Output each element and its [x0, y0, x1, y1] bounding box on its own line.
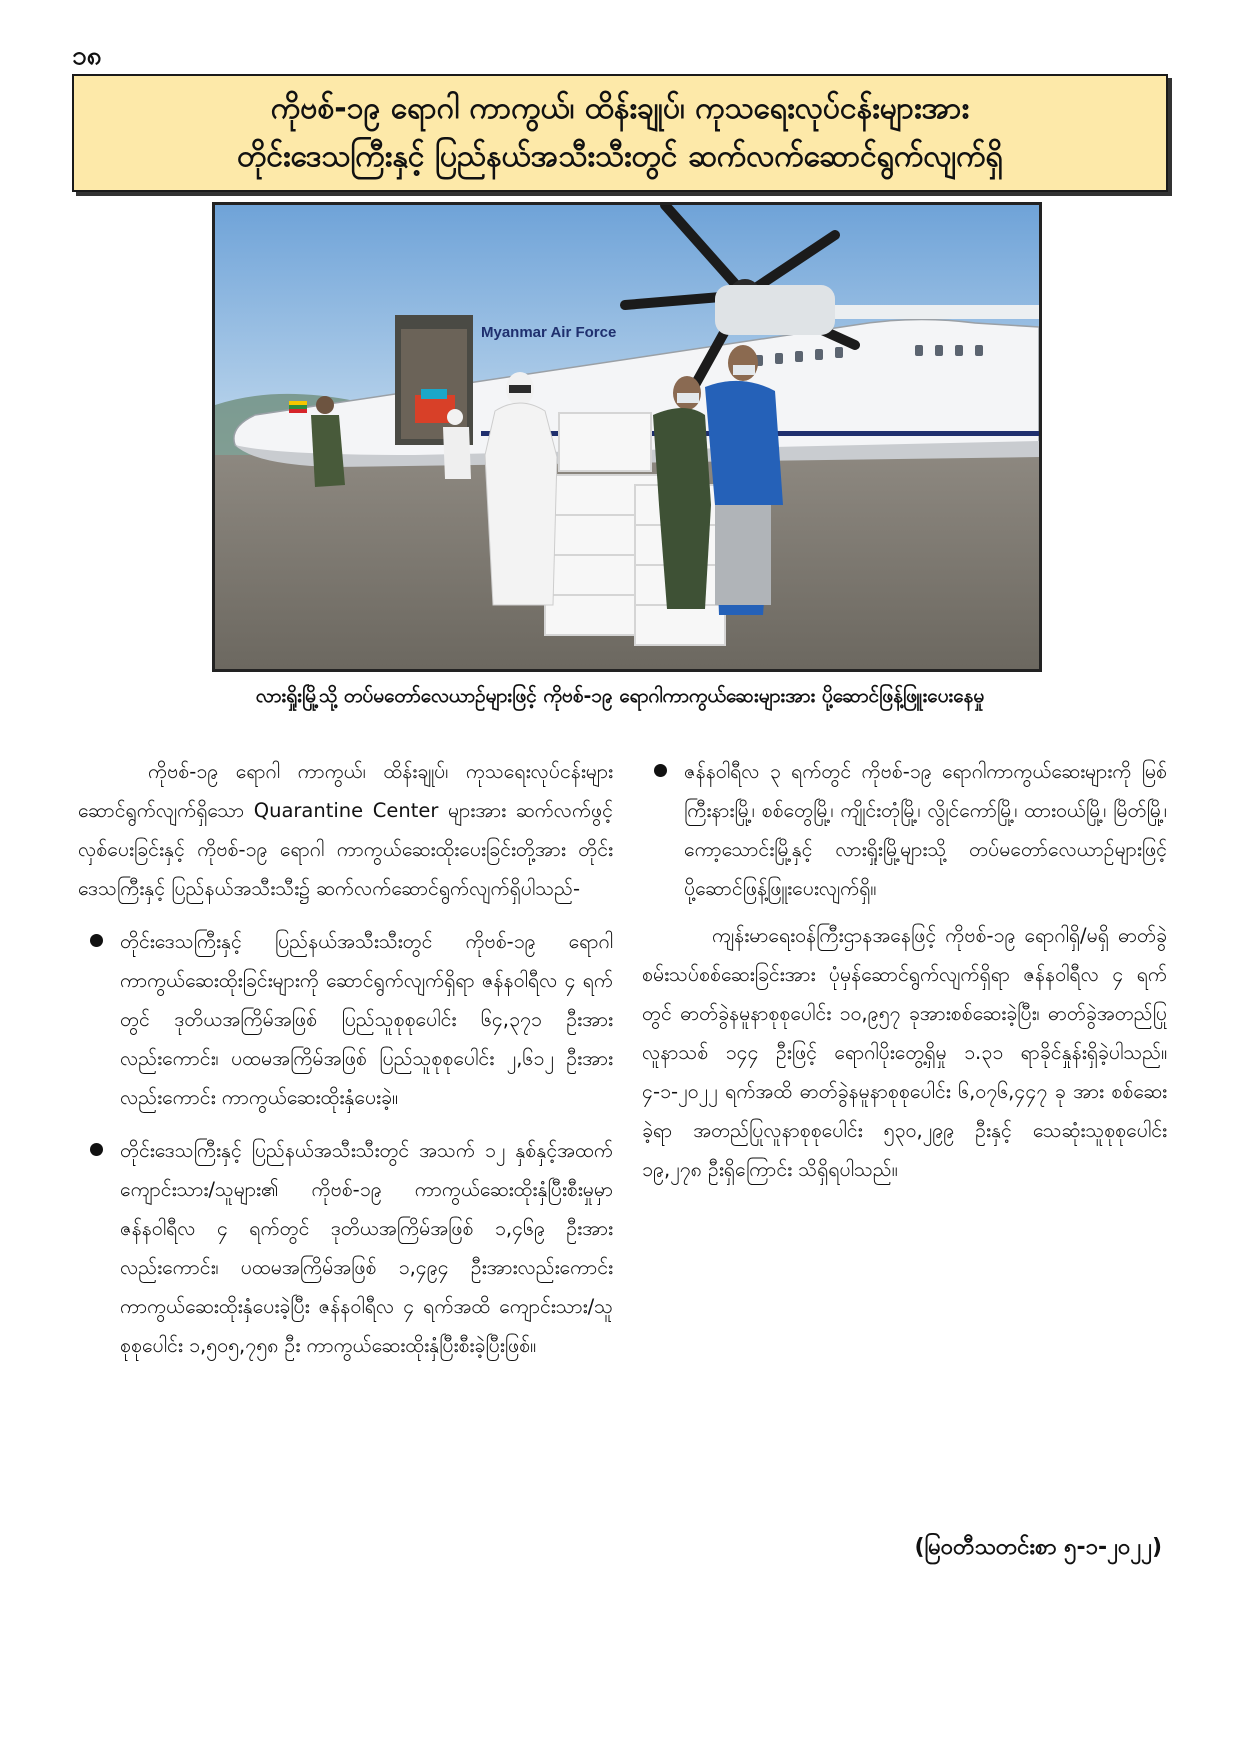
headline-line-1: ကိုဗစ်-၁၉ ရောဂါ ကာကွယ်၊ ထိန်းချုပ်၊ ကုသရေးလုပ်ငန်းများအား — [270, 91, 970, 126]
right-column — [642, 752, 1167, 1189]
headline-line-2: တိုင်းဒေသကြီးနှင့် ပြည်နယ်အသီးသီးတွင် ဆက်လက်ဆောင်ရွက်လျက်ရှိ — [237, 139, 1003, 174]
bullet-icon — [654, 764, 667, 777]
left-column — [78, 752, 613, 1365]
bullet-text: တိုင်းဒေသကြီးနှင့် ပြည်နယ်အသီးသီးတွင် အသက် ၁၂ နှစ်နှင့်အထက် ကျောင်းသား/သူများ၏ ကိုဗစ်-၁၉ ကာကွယ်ဆေးထိုးနှံပြီးစီးမှုမှာ ဇန်နဝါရီလ ၄ ရက်တွင် ဒုတိယအကြိမ်အဖြစ် ၁,၄၆၉ ဦးအားလည်းကောင်း၊ ပထမအကြိမ်အဖြစ် ၁,၄၉၄ ဦးအားလည်းကောင်း ကာကွယ်ဆေးထိုးနှံပေးခဲ့ပြီး ဇန်နဝါရီလ ၄ ရက်အထိ ကျောင်းသား/သူစုစုပေါင်း ၁,၅၀၅,၇၅၈ ဦး ကာကွယ်ဆေးထိုးနှံပြီးစီးခဲ့ပြီးဖြစ်။ — [120, 1139, 613, 1357]
bullet-text: တိုင်းဒေသကြီးနှင့် ပြည်နယ်အသီးသီးတွင် ကိုဗစ်-၁၉ ရောဂါ ကာကွယ်ဆေးထိုးခြင်းများကို ဆောင်ရွက်လျက်ရှိရာ ဇန်နဝါရီလ ၄ ရက်တွင် ဒုတိယအကြိမ်အဖြစ် ပြည်သူစုစုပေါင်း ၆၄,၃၇၁ ဦးအားလည်းကောင်း၊ ပထမအကြိမ်အဖြစ် ပြည်သူစုစုပေါင်း ၂,၆၁၂ ဦးအားလည်းကောင်း ကာကွယ်ဆေးထိုးနှံပေးခဲ့။ — [120, 930, 613, 1109]
bullet-icon — [90, 1143, 103, 1156]
bullet-icon — [90, 934, 103, 947]
bullet-item — [78, 922, 613, 1117]
bullet-item — [642, 752, 1167, 908]
bullet-text: ဇန်နဝါရီလ ၃ ရက်တွင် ကိုဗစ်-၁၉ ရောဂါကာကွယ်ဆေးများကို မြစ်ကြီးနားမြို့၊ စစ်တွေမြို့၊ ကျိုင်းတုံမြို့၊ လွိုင်ကော်မြို့၊ ထားဝယ်မြို့၊ မြိတ်မြို့၊ ကော့သောင်းမြို့နှင့် လားရှိုးမြို့များသို့ တပ်မတော်လေယာဉ်များဖြင့် ပို့ဆောင်ဖြန့်ဖြူးပေးလျက်ရှိ။ — [684, 760, 1167, 900]
bullet-item — [78, 1131, 613, 1365]
page-number: ၁၈ — [72, 41, 102, 71]
aircraft-livery-text: Myanmar Air Force — [481, 324, 617, 341]
source-credit: (မြဝတီသတင်းစာ ၅-၁-၂၀၂၂) — [914, 1535, 1162, 1560]
photo-caption: လားရှိုးမြို့သို့ တပ်မတော်လေယာဉ်များဖြင့် ကိုဗစ်-၁၉ ရောဂါကာကွယ်ဆေးများအား ပို့ဆောင်ဖြန့်ဖြူးပေးနေမှု — [255, 685, 985, 707]
news-photo — [212, 202, 1042, 672]
intro-paragraph: ကိုဗစ်-၁၉ ရောဂါ ကာကွယ်၊ ထိန်းချုပ်၊ ကုသရေးလုပ်ငန်းများဆောင်ရွက်လျက်ရှိသော Quarantine Center များအား ဆက်လက်ဖွင့်လှစ်ပေးခြင်းနှင့် ကိုဗစ်-၁၉ ရောဂါ ကာကွယ်ဆေးထိုးပေးခြင်းတို့အား တိုင်းဒေသကြီးနှင့် ပြည်နယ်အသီးသီး၌ ဆက်လက်ဆောင်ရွက်လျက်ရှိပါသည်- — [78, 760, 613, 900]
health-ministry-paragraph: ကျန်းမာရေးဝန်ကြီးဌာနအနေဖြင့် ကိုဗစ်-၁၉ ရောဂါရှိ/မရှိ ဓာတ်ခွဲစမ်းသပ်စစ်ဆေးခြင်းအား ပုံမှန်ဆောင်ရွက်လျက်ရှိရာ ဇန်နဝါရီလ ၄ ရက်တွင် ဓာတ်ခွဲနမူနာစုစုပေါင်း ၁၀,၉၅၇ ခုအားစစ်ဆေးခဲ့ပြီး၊ ဓာတ်ခွဲအတည်ပြုလူနာသစ် ၁၄၄ ဦးဖြင့် ရောဂါပိုးတွေ့ရှိမှု ၁.၃၁ ရာခိုင်နှုန်းရှိခဲ့ပါသည်။ ၄-၁-၂၀၂၂ ရက်အထိ ဓာတ်ခွဲနမူနာစုစုပေါင်း ၆,၀၇၆,၄၄၇ ခု အား စစ်ဆေးခဲ့ရာ အတည်ပြုလူနာစုစုပေါင်း ၅၃၀,၂၉၉ ဦးနှင့် သေဆုံးသူစုစုပေါင်း ၁၉,၂၇၈ ဦးရှိကြောင်း သိရှိရပါသည်။ — [642, 924, 1167, 1181]
headline-box — [72, 74, 1168, 192]
